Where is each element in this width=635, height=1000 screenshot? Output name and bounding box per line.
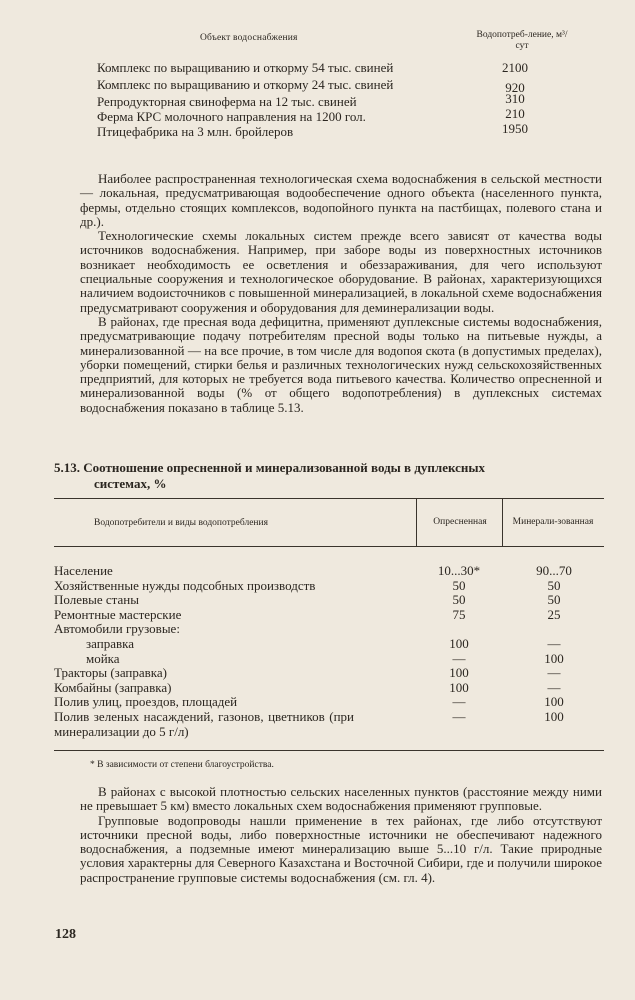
mineralized-value: 25 (547, 606, 561, 622)
consumer-name: Население (54, 563, 113, 578)
mineralized-value: — (547, 635, 561, 651)
table-row (54, 637, 604, 652)
header-object: Объект водоснабжения (200, 33, 298, 43)
desalinated-value: 50 (452, 592, 466, 608)
paragraph: Групповые водопроводы нашли применение в тех районах, где либо отсутствуют источники пресной воды, либо поверхностные источники не обеспечивают надежного водоснабжения, а подземные имеют минерализацию выше 5...10 г/л. Такие природные условия характерны для Северного Казахстана и Восточной Сибири, где и получили широкое распространение групповые системы водоснабжения (см. гл. 4). (80, 812, 602, 885)
consumer-name: Полевые станы (54, 592, 139, 608)
table-row (54, 695, 604, 710)
header-consumers: Водопотребители и виды водопотребления (94, 518, 268, 528)
object-name: Ферма КРС молочного направления на 1200 гол. (97, 109, 366, 124)
object-value: 310 (505, 91, 525, 106)
table-row (54, 666, 604, 681)
table-row (54, 710, 604, 739)
caption-line-1: 5.13. Соотношение опресненной и минерализованной воды в дуплексных (54, 460, 486, 475)
consumer-name: Хозяйственные нужды подсобных производств (54, 577, 316, 593)
desalinated-value: — (452, 708, 466, 724)
object-name: Репродукторная свиноферма на 12 тыс. свиней (97, 94, 357, 109)
table-row (54, 652, 604, 667)
mineralized-value: 90...70 (536, 563, 572, 578)
paragraph: Наиболее распространенная технологическая схема водоснабжения в сельской местности — локальная, предусматривающая водообеспечение одного объекта (населенного пункта, фермы, отдельно стоящих комплексов, водопойного пункта на пастбищах, полевого стана и др.). (80, 171, 602, 229)
table-row (54, 564, 604, 579)
object-name: Комплекс по выращиванию и откорму 54 тыс. свиней (97, 60, 394, 75)
consumer-name: Ремонтные мастерские (54, 606, 182, 622)
paragraph: В районах с высокой плотностью сельских населенных пунктов (расстояние между ними не превышает 5 км) вместо локальных схем водоснабжения применяют групповые. (80, 784, 602, 814)
mineralized-value: 50 (547, 577, 561, 593)
consumer-name: мойка (86, 650, 120, 666)
consumer-name: Автомобили грузовые: (54, 621, 180, 637)
desalinated-value: 75 (452, 606, 466, 622)
mineralized-value: 100 (544, 694, 564, 710)
consumer-name: Полив зеленых насаждений, газонов, цветников (при минерализации до 5 г/л) (54, 708, 354, 739)
mineralized-value: 50 (547, 592, 561, 608)
table-row (54, 608, 604, 623)
consumer-name: Комбайны (заправка) (54, 679, 172, 695)
table-row (54, 593, 604, 608)
mineralized-value: — (547, 679, 561, 695)
table-bottom-rule (54, 750, 604, 751)
object-value: 1950 (502, 121, 528, 136)
desalinated-value: — (452, 650, 466, 666)
desalinated-value: 100 (449, 679, 469, 695)
table-footnote: * В зависимости от степени благоустройства. (90, 760, 274, 770)
body-text-top (80, 172, 602, 415)
desalinated-value: 100 (449, 635, 469, 651)
object-name: Комплекс по выращиванию и откорму 24 тыс. свиней (97, 77, 394, 92)
paragraph: В районах, где пресная вода дефицитна, применяют дуплексные системы водоснабжения, предусматривающие подачу потребителям пресной воды только на питьевые нужды, а минерализованной — на все прочие, в том числе для водопоя скота (в допустимых пределах), уборки помещений, стирки белья и различных технологических нужд сельскохозяйственных предприятий, для которых не требуется вода питьевого качества. Количество опресненной и минерализованной воды (% от общего водопотребления) в дуплексных системах водоснабжения показано в таблице 5.13. (80, 313, 602, 415)
desalinated-value: 100 (449, 665, 469, 681)
desalinated-value: — (452, 694, 466, 710)
paragraph: Технологические схемы локальных систем прежде всего зависят от качества воды источников водоснабжения. Например, при заборе воды из поверхностных источников возникает необходимость ее осветления и обеззараживания, для чего используют специальные сооружения и технологическое оборудование. В районах, характеризующихся наличием водоисточников с повышенной минерализацией, в локальной схеме водоснабжения предусматривают сооружения и оборудования для деминерализации воды. (80, 228, 602, 315)
object-value: 210 (505, 106, 525, 121)
table-row (0, 121, 635, 139)
duplex-table-header (54, 498, 604, 546)
consumer-name: заправка (86, 635, 134, 651)
header-consumption: Водопотреб-ление, м³/сут (476, 30, 568, 51)
table-caption (54, 460, 604, 492)
mineralized-value: 100 (544, 650, 564, 666)
desalinated-value: 50 (452, 577, 466, 593)
body-text-bottom (80, 785, 602, 885)
table-header-rule (54, 546, 604, 547)
table-row (54, 579, 604, 594)
mineralized-value: 100 (544, 708, 564, 724)
consumer-name: Полив улиц, проездов, площадей (54, 694, 238, 710)
page-number: 128 (55, 927, 76, 942)
object-value: 2100 (502, 60, 528, 75)
table-row (0, 61, 635, 74)
table-row (0, 77, 635, 95)
mineralized-value: — (547, 665, 561, 681)
object-name: Птицефабрика на 3 млн. бройлеров (97, 124, 294, 139)
object-value: 920 (505, 80, 525, 95)
objects-table-body (0, 61, 635, 138)
desalinated-value: 10...30* (437, 563, 481, 578)
table-row (54, 681, 604, 696)
duplex-table-body (54, 564, 604, 739)
header-mineralized: Минерали-зованная (502, 498, 603, 546)
header-desalinated: Опресненная (416, 498, 503, 546)
table-row (54, 622, 604, 637)
caption-line-2: системах, % (94, 476, 167, 491)
consumer-name: Тракторы (заправка) (54, 665, 168, 681)
